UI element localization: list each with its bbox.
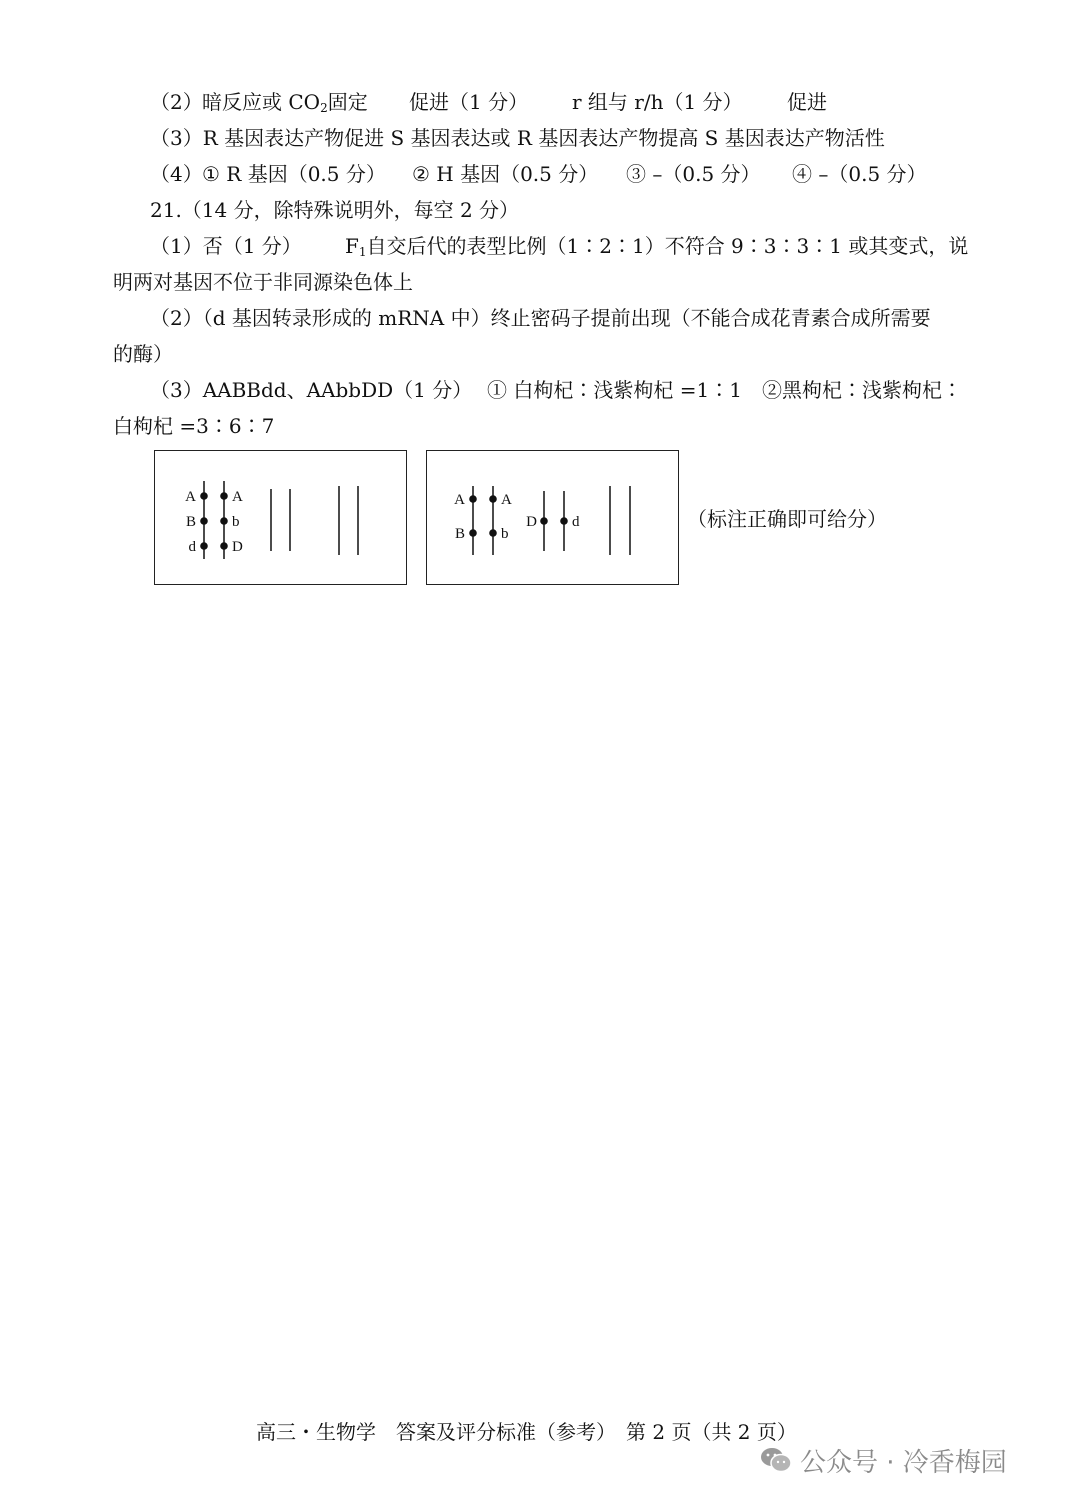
gene-locus-dot	[200, 517, 208, 525]
q21-part1-label: （1）否（1 分）	[150, 234, 302, 258]
gene-locus-dot	[489, 529, 497, 537]
gene-locus-dot	[560, 517, 568, 525]
gene-label: A	[454, 492, 465, 508]
chromosome-diagram-left-svg	[155, 451, 405, 583]
gene-label: b	[232, 514, 240, 530]
q21-part3-label: （3）AABBdd、AAbbDD（1 分）	[150, 378, 473, 402]
gene-label: d	[572, 514, 580, 530]
q20-part4-answer3: ③ –（0.5 分）	[626, 162, 761, 186]
q21-part1-text: $F_1$自交后代的表型比例（1∶2∶1）不符合 9∶3∶3∶1 或其变式，说	[345, 234, 969, 259]
gene-locus-dot	[469, 495, 477, 503]
gene-label: A	[232, 489, 243, 505]
q20-part2-answer3: r 组与 r/h（1 分）	[572, 90, 743, 114]
gene-label: A	[501, 492, 512, 508]
gene-locus-dot	[200, 542, 208, 550]
q21-part2-line1: （2）（d 基因转录形成的 mRNA 中）终止密码子提前出现（不能合成花青素合成所需要	[150, 306, 931, 330]
gene-locus-dot	[220, 517, 228, 525]
gene-label: b	[501, 526, 509, 542]
gene-locus-dot	[220, 542, 228, 550]
q20-part2-answer4: 促进	[787, 90, 827, 114]
q20-part2-answer1: 暗反应或 $CO_2$固定	[202, 90, 368, 115]
page-footer: 高三・生物学 答案及评分标准（参考） 第 2 页（共 2 页）	[256, 1420, 797, 1444]
gene-label: d	[188, 539, 196, 555]
chromosome-diagram-right	[426, 450, 679, 585]
gene-locus-dot	[220, 492, 228, 500]
gene-label: B	[454, 526, 465, 542]
q21-part3-line2: 白枸杞 =3∶6∶7	[113, 414, 275, 438]
q21-part3-answer1: ① 白枸杞∶浅紫枸杞 =1∶1	[487, 378, 742, 402]
chromosome-diagram-left	[154, 450, 407, 585]
gene-locus-dot	[469, 529, 477, 537]
gene-label: B	[185, 514, 196, 530]
q20-part4-answer4: ④ –（0.5 分）	[792, 162, 927, 186]
q21-header: 21.（14 分，除特殊说明外，每空 2 分）	[150, 198, 520, 222]
gene-locus-dot	[200, 492, 208, 500]
q21-part1-line2: 明两对基因不位于非同源染色体上	[113, 270, 413, 294]
q21-part2-line2: 的酶）	[113, 342, 173, 366]
q20-part2-label: （2）	[150, 90, 203, 114]
q20-part2-answer2: 促进（1 分）	[409, 90, 529, 114]
q20-part3: （3）R 基因表达产物促进 S 基因表达或 R 基因表达产物提高 S 基因表达产物活性	[150, 126, 885, 150]
q21-part3-answer2: ②黑枸杞∶浅紫枸杞∶	[762, 378, 962, 402]
wechat-icon	[760, 1446, 792, 1474]
gene-label: D	[232, 539, 243, 555]
watermark	[760, 1440, 1007, 1480]
q20-part4-label: （4）	[150, 162, 203, 186]
q20-part4-answer2: ② H 基因（0.5 分）	[412, 162, 599, 186]
chromosome-diagram-right-svg	[427, 451, 677, 583]
gene-label: A	[185, 489, 196, 505]
watermark-text: 公众号 · 冷香梅园	[800, 1447, 1007, 1478]
q20-part4-answer1: ① R 基因（0.5 分）	[202, 162, 386, 186]
diagram-grading-note: （标注正确即可给分）	[687, 507, 887, 531]
gene-locus-dot	[489, 495, 497, 503]
gene-locus-dot	[540, 517, 548, 525]
gene-label: D	[526, 514, 537, 530]
